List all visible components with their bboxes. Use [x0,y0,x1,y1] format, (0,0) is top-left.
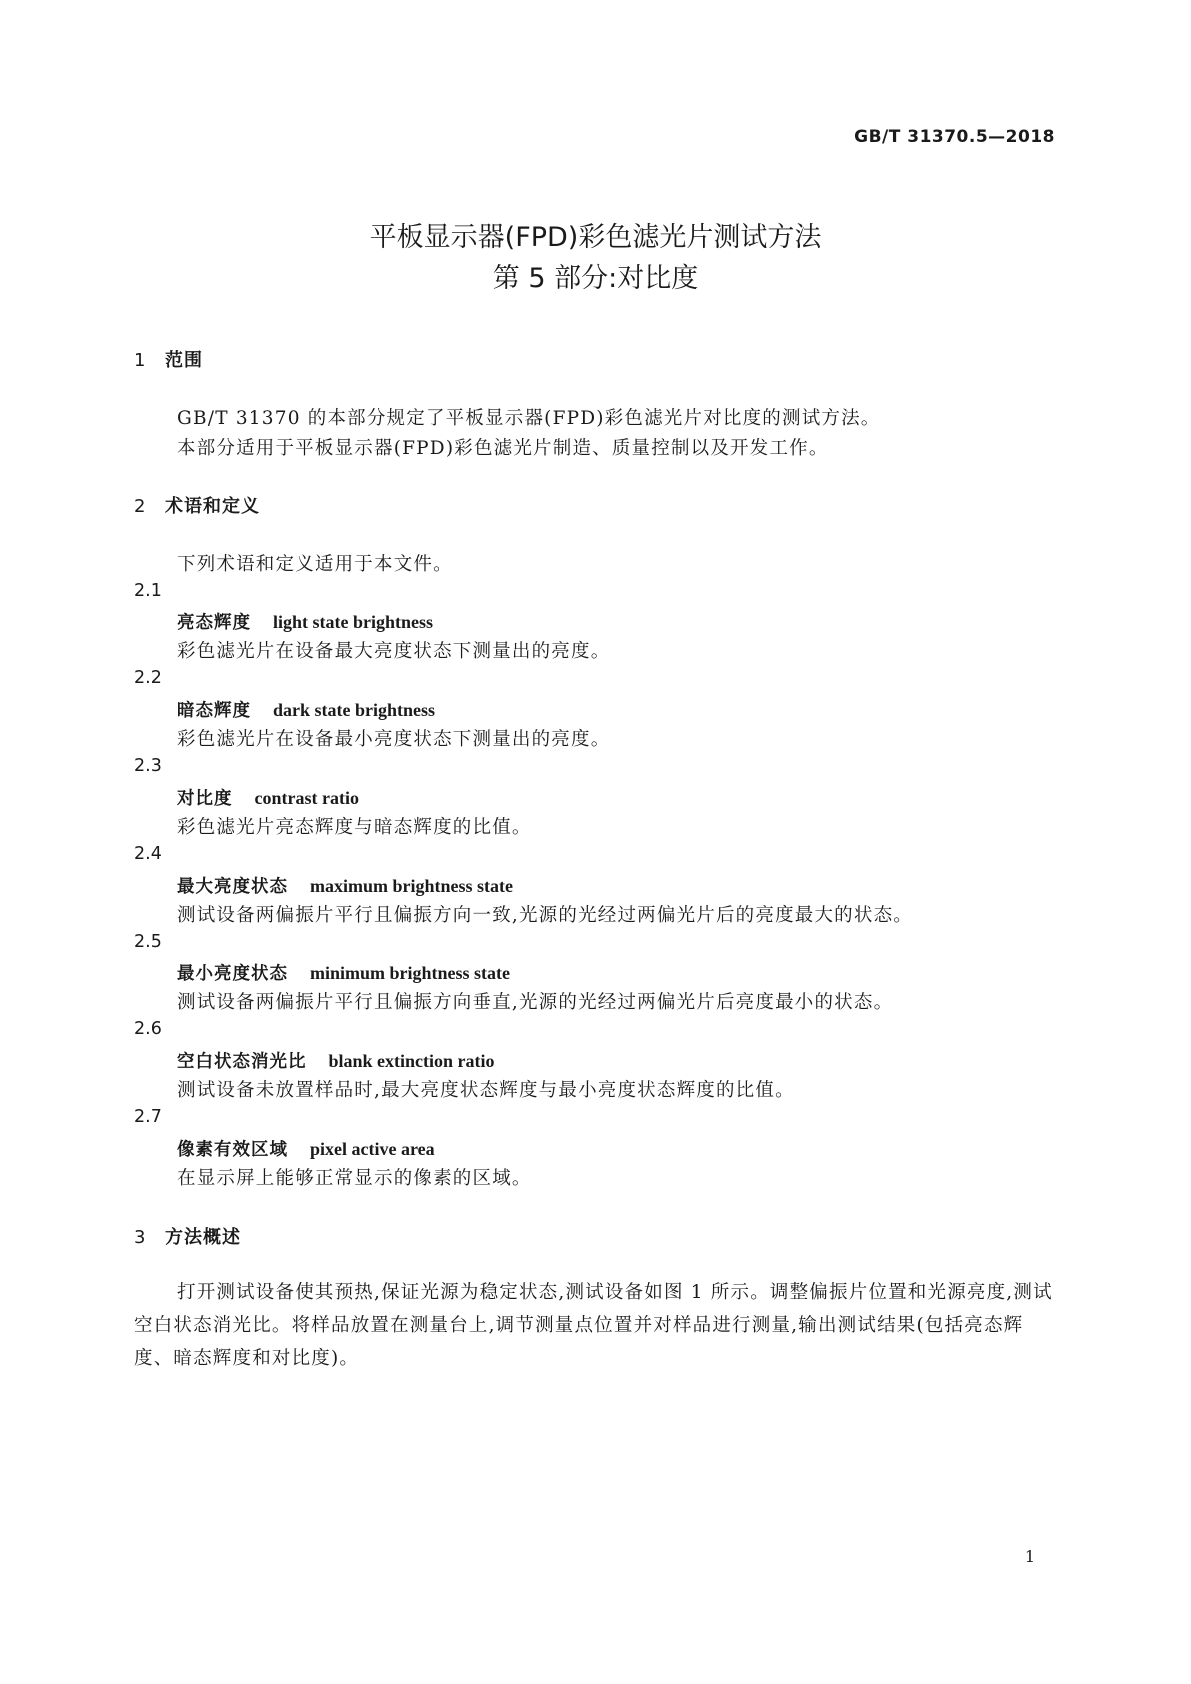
term-heading [177,873,513,898]
term-en: contrast ratio [254,788,359,808]
term-zh: 空白状态消光比 [177,1052,307,1072]
term-en: pixel active area [310,1139,435,1159]
method-paragraph: 打开测试设备使其预热,保证光源为稳定状态,测试设备如图 1 所示。调整偏振片位置和光源亮度,测试空白状态消光比。将样品放置在测量台上,调节测量点位置并对样品进行测量,输出测试结果(包括亮态辉度、暗态辉度和对比度)。 [134,1282,1053,1369]
term-zh: 暗态辉度 [177,701,251,721]
section-number: 1 [134,350,146,371]
section-heading-method [134,1223,241,1249]
section-number: 3 [134,1227,146,1248]
section-heading-scope [134,346,203,372]
term-heading [177,1136,435,1161]
term-heading [177,697,435,722]
term-definition: 彩色滤光片在设备最小亮度状态下测量出的亮度。 [177,729,611,750]
term-en: maximum brightness state [310,876,513,896]
section-heading-terms [134,492,260,518]
section-title: 方法概述 [165,1227,241,1248]
term-definition: 彩色滤光片在设备最大亮度状态下测量出的亮度。 [177,641,611,662]
document-subtitle: 第 5 部分:对比度 [492,263,699,294]
term-zh: 最大亮度状态 [177,877,288,897]
term-zh: 最小亮度状态 [177,964,288,984]
term-definition: 测试设备两偏振片平行且偏振方向垂直,光源的光经过两偏光片后亮度最小的状态。 [177,992,894,1013]
term-number: 2.1 [134,581,162,601]
term-heading [177,609,433,634]
term-number: 2.7 [134,1107,162,1127]
section-title: 范围 [165,350,203,371]
term-en: light state brightness [273,612,434,632]
paragraph: 下列术语和定义适用于本文件。 [177,554,453,575]
term-definition: 测试设备两偏振片平行且偏振方向一致,光源的光经过两偏光片后的亮度最大的状态。 [177,905,913,926]
page-number: 1 [1024,1547,1035,1566]
term-definition: 在显示屏上能够正常显示的像素的区域。 [177,1168,532,1189]
term-number: 2.5 [134,932,162,952]
term-number: 2.6 [134,1019,162,1039]
term-definition: 测试设备未放置样品时,最大亮度状态辉度与最小亮度状态辉度的比值。 [177,1080,795,1101]
term-number: 2.2 [134,668,162,688]
term-zh: 亮态辉度 [177,613,251,633]
term-heading [177,1048,495,1073]
term-number: 2.4 [134,844,162,864]
term-en: minimum brightness state [310,963,511,983]
term-heading [177,960,510,985]
term-definition: 彩色滤光片亮态辉度与暗态辉度的比值。 [177,817,532,838]
term-en: dark state brightness [273,700,436,720]
term-zh: 对比度 [177,789,233,809]
term-number: 2.3 [134,756,162,776]
paragraph: GB/T 31370 的本部分规定了平板显示器(FPD)彩色滤光片对比度的测试方法。 [177,408,881,429]
term-heading [177,785,359,810]
term-en: blank extinction ratio [328,1051,495,1071]
document-title: 平板显示器(FPD)彩色滤光片测试方法 [369,222,822,253]
paragraph: 本部分适用于平板显示器(FPD)彩色滤光片制造、质量控制以及开发工作。 [177,438,829,459]
term-zh: 像素有效区域 [177,1140,288,1160]
section-number: 2 [134,496,146,517]
section-title: 术语和定义 [165,496,260,517]
standard-number: GB/T 31370.5—2018 [854,127,1055,147]
